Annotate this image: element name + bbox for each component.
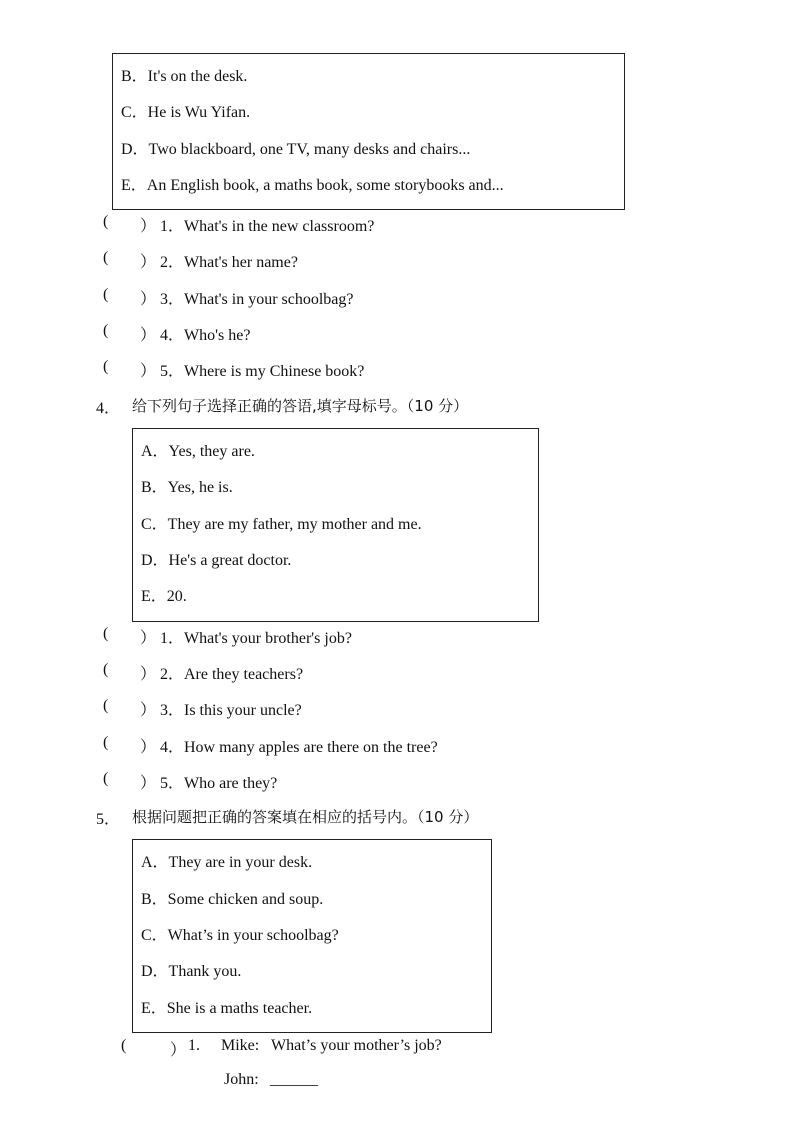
answer-blank-close: ） [140, 630, 157, 647]
question-text: 2．What's her name? [160, 254, 298, 271]
question-text: 3．What's in your schoolbag? [160, 291, 354, 308]
answer-blank-close: ） [140, 327, 157, 344]
option-c: C．They are my father, my mother and me. [141, 516, 422, 533]
option-c: C．What’s in your schoolbag? [141, 927, 339, 944]
question-number: 1. [188, 1037, 200, 1054]
answer-blank-close: ） [140, 775, 157, 792]
question-text: 5．Where is my Chinese book? [160, 363, 365, 380]
option-a: A．They are in your desk. [141, 854, 313, 871]
option-b: B．It's on the desk. [121, 68, 248, 85]
question-text: 1．What's in the new classroom? [160, 218, 375, 235]
section4-option-box [132, 428, 539, 622]
section3-option-box [112, 53, 625, 210]
answer-blank-open[interactable]: ( [103, 358, 109, 375]
answer-blank-open[interactable]: ( [103, 322, 109, 339]
answer-blank-close: ） [140, 702, 157, 719]
option-e: E．20. [141, 588, 187, 605]
answer-blank-close: ） [140, 739, 157, 756]
question-text: 4．Who's he? [160, 327, 251, 344]
answer-blank-open[interactable]: ( [121, 1037, 127, 1054]
answer-blank-open[interactable]: ( [103, 286, 109, 303]
question-text: 5．Who are they? [160, 775, 278, 792]
section-number: 4． [96, 400, 121, 417]
option-a: A．Yes, they are. [141, 443, 255, 460]
answer-blank-open[interactable]: ( [103, 770, 109, 787]
answer-blank-open[interactable]: ( [103, 625, 109, 642]
question-text: 1．What's your brother's job? [160, 630, 352, 647]
question-text: 2．Are they teachers? [160, 666, 304, 683]
option-e: E．An English book, a maths book, some storybooks and... [121, 177, 504, 194]
question-text: 4．How many apples are there on the tree? [160, 739, 438, 756]
option-b: B．Yes, he is. [141, 479, 233, 496]
section-instruction: 根据问题把正确的答案填在相应的括号内。（10 分） [132, 808, 479, 826]
answer-blank-close: ） [140, 363, 157, 380]
option-e: E．She is a maths teacher. [141, 1000, 313, 1017]
answer-blank-open[interactable]: ( [103, 249, 109, 266]
section-number: 5． [96, 811, 121, 828]
speaker-john: John: [224, 1071, 259, 1088]
option-b: B．Some chicken and soup. [141, 891, 324, 908]
option-d: D．Thank you. [141, 963, 242, 980]
dialog-question-text: What’s your mother’s job? [271, 1037, 442, 1054]
answer-blank-open[interactable]: ( [103, 697, 109, 714]
answer-blank-open[interactable]: ( [103, 661, 109, 678]
option-d: D．He's a great doctor. [141, 552, 292, 569]
answer-blank-close: ） [140, 218, 157, 235]
answer-blank-open[interactable]: ( [103, 213, 109, 230]
section-instruction: 给下列句子选择正确的答语,填字母标号。（10 分） [132, 397, 469, 415]
answer-blank-close: ） [170, 1042, 187, 1059]
speaker-mike: Mike: [221, 1037, 260, 1054]
answer-blank-line[interactable]: ______ [270, 1071, 318, 1088]
section5-option-box [132, 839, 492, 1033]
answer-blank-close: ） [140, 666, 157, 683]
question-text: 3．Is this your uncle? [160, 702, 302, 719]
answer-blank-close: ） [140, 254, 157, 271]
answer-blank-open[interactable]: ( [103, 734, 109, 751]
answer-blank-close: ） [140, 291, 157, 308]
option-d: D．Two blackboard, one TV, many desks and chairs... [121, 141, 471, 158]
option-c: C．He is Wu Yifan. [121, 104, 251, 121]
